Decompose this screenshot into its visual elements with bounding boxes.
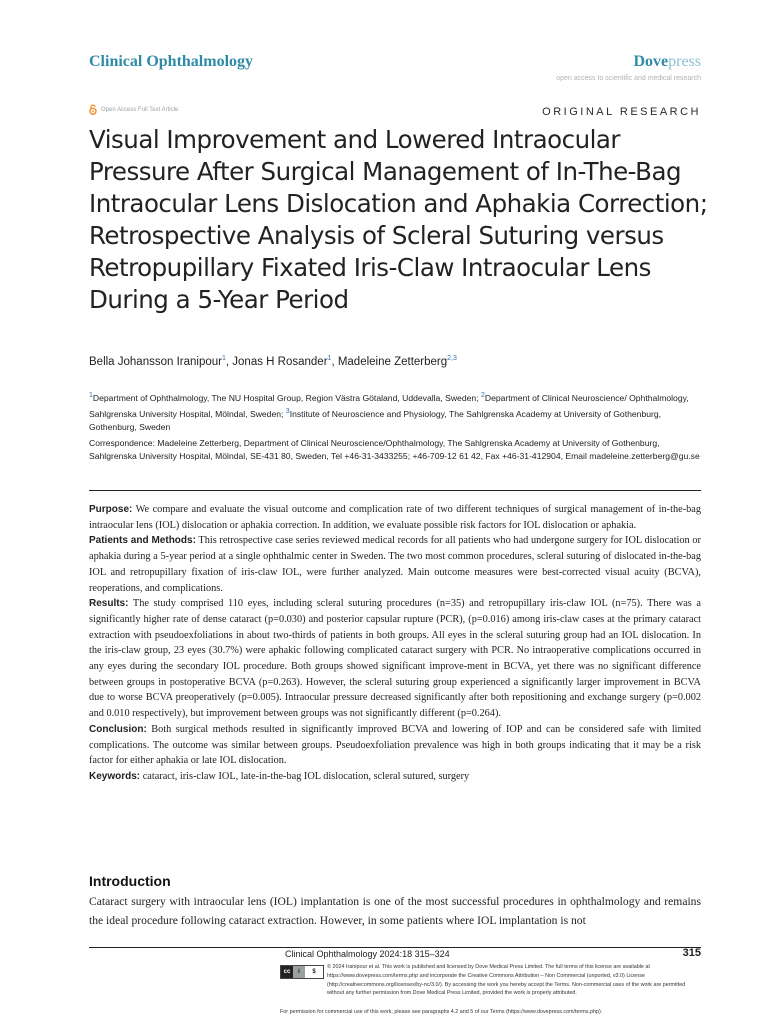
affiliation-text: Institute of Neuroscience and Physiology, The Sahlgrenska Academy at University of Gothenburg, Gothenburg, Sweden: [89, 408, 662, 432]
affiliations: [89, 389, 706, 434]
permission-text: For permission for commercial use of this work, please see paragraphs 4.2 and 5 of our Terms (https://www.dovepress.com/terms.php).: [280, 1009, 603, 1015]
publisher-tagline: open access to scientific and medical research: [556, 75, 701, 82]
author-list: [89, 355, 457, 368]
publisher-logo: [556, 53, 701, 71]
license-text: © 2024 Iranipour et al. This work is published and licensed by Dove Medical Press Limited. The full terms of this license are available at https://www.dovepress.com/terms.php and incorporate the Creative Commons Attribution – Non Commercial (unported, v3.0) License (http://creativecommons.org/licenses/by-nc/3.0/). By accessing the work you hereby accept the Terms. Non-commercial uses of the work are permitted without any further permission from Dove Medical Press Limited, provided the work is properly attributed.: [327, 964, 686, 997]
creative-commons-icon[interactable]: [280, 965, 324, 979]
author-affiliation-ref[interactable]: 1: [327, 355, 332, 362]
affiliation-text: Department of Ophthalmology, The NU Hospital Group, Region Västra Götaland, Uddevalla, Sweden;: [92, 392, 481, 403]
brand-main: Dove: [633, 53, 669, 70]
article-title: Visual Improvement and Lowered Intraocular Pressure After Surgical Management of In-The-Bag Intraocular Lens Dislocation and Aphakia Correction; Retrospective Analysis of Scleral Suturing versus Retropupillary Fixated Iris-Claw Intraocular Lens During a 5-Year Period: [89, 125, 708, 314]
abstract-label: Keywords:: [89, 770, 141, 782]
cc-icon: cc: [281, 966, 293, 978]
author-name[interactable]: Jonas H Rosander: [232, 355, 328, 368]
correspondence: Correspondence: Madeleine Zetterberg, Department of Clinical Neuroscience/Ophthalmology, The Sahlgrenska Academy at University of Gothenburg, Sahlgrenska University Hospital, Mölndal, SE-431 80, Sweden, Tel +46-31-3433255; +46-709-12 61 42, Fax +46-31-412904, Email madeleine.zetterberg@gu.se: [89, 438, 700, 461]
abstract-conclusion: [89, 722, 701, 769]
abstract-purpose: [89, 502, 701, 533]
affiliation-number: 3: [285, 407, 290, 415]
abstract-label: Conclusion:: [89, 723, 147, 735]
brand-suffix: press: [668, 53, 701, 70]
open-access-badge: [89, 104, 178, 115]
author-affiliation-ref[interactable]: 1: [221, 355, 226, 362]
open-access-icon: [89, 104, 97, 115]
abstract-keywords: [89, 769, 701, 785]
abstract-label: Results:: [89, 598, 129, 610]
affiliation-number: 1: [89, 392, 93, 399]
section-heading: Introduction: [89, 873, 171, 889]
author-separator: ,: [331, 355, 338, 368]
footer-citation[interactable]: Clinical Ophthalmology 2024:18 315–324: [285, 949, 450, 959]
journal-name: Clinical Ophthalmology: [89, 53, 254, 70]
affiliation-text: Department of Clinical Neuroscience/ Ophthalmology, Sahlgrenska University Hospital, Mölndal, Sweden;: [89, 392, 689, 419]
abstract-results: [89, 596, 701, 722]
attribution-icon: i: [293, 966, 305, 978]
intro-paragraph: Cataract surgery with intraocular lens (IOL) implantation is one of the most successful procedures in ophthalmology and remains the ideal procedure following cataract extraction. However, in some patients where IOL implantation is not: [89, 895, 701, 927]
abstract-label: Patients and Methods:: [89, 535, 196, 547]
abstract-text: This retrospective case series reviewed medical records for all patients who had undergone surgery for IOL dislocation or aphakia during a 5-year period at a single ophthalmic center in Sweden. The two most common procedures, scleral suturing of dislocated in-the-bag IOL and retropupillary fixation of iris-claw IOL, were further analyzed. Main outcome measures were best-corrected visual acuity (BCVA), reoperations, and complications.: [89, 535, 701, 594]
article-type: ORIGINAL RESEARCH: [542, 106, 701, 118]
divider: [89, 490, 701, 491]
abstract-label: Purpose:: [89, 504, 133, 515]
footer-divider: [89, 947, 701, 948]
affiliation-number: 2: [480, 392, 485, 399]
author-separator: ,: [225, 355, 233, 368]
noncommercial-icon: $: [305, 966, 323, 978]
abstract-text: cataract, iris-claw IOL, late-in-the-bag IOL dislocation, scleral sutured, surgery: [140, 770, 470, 782]
abstract-text: Both surgical methods resulted in significantly improved BCVA and lowering of IOP and can be considered safe with limited complications. The outcome was similar between groups. Pseudoexfoliation prevalence was high in both groups indicating that it may be a risk factor for either aphakia or late IOL dislocation.: [89, 723, 701, 767]
abstract-text: The study comprised 110 eyes, including scleral suturing procedures (n=35) and retropupillary iris-claw IOL (n=75). There was a significantly higher rate of dense cataract (p=0.030) and posterior capsular rupture (PCR), (p=0.016) among iris-claw cases at the primary cataract extraction with pseudoexfoliations in about two-thirds of patients in both groups. All eyes in the scleral suturing group had an IOL dislocation. In the iris-claw group, 23 eyes (30.7%) were aphakic following complicated cataract surgery with PCR. No intraoperative complications occurred in any eyes during the secondary IOL procedure. Both groups showed significant improve-ment in BCVA, yet there was no significant difference between groups in postoperative BCVA (p=0.263). However, the scleral suturing group experienced a significantly larger improvement in BCVA due to worse BCVA preoperatively (p=0.005). Intraocular pressure decreased significantly after both repositioning and exchange surgery (p=0.002 and 0.010 respectively), but improvement between groups was not significantly different (p=0.264).: [89, 598, 701, 720]
author-name[interactable]: Bella Johansson Iranipour: [89, 355, 222, 368]
abstract: [89, 502, 701, 785]
open-access-label: Open Access Full Text Article: [101, 106, 179, 113]
publisher-brand: [556, 53, 701, 82]
abstract-text: We compare and evaluate the visual outcome and complication rate of two different techniques of surgical management of in-the-bag intraocular lens (IOL) dislocation or aphakia correction. In addition, we evaluate possible risk factors for IOL dislocation or aphakia.: [89, 504, 701, 531]
abstract-methods: [89, 533, 701, 596]
page-number: 315: [682, 947, 701, 959]
author-name[interactable]: Madeleine Zetterberg: [337, 355, 448, 368]
author-affiliation-ref[interactable]: 2,3: [447, 355, 457, 362]
